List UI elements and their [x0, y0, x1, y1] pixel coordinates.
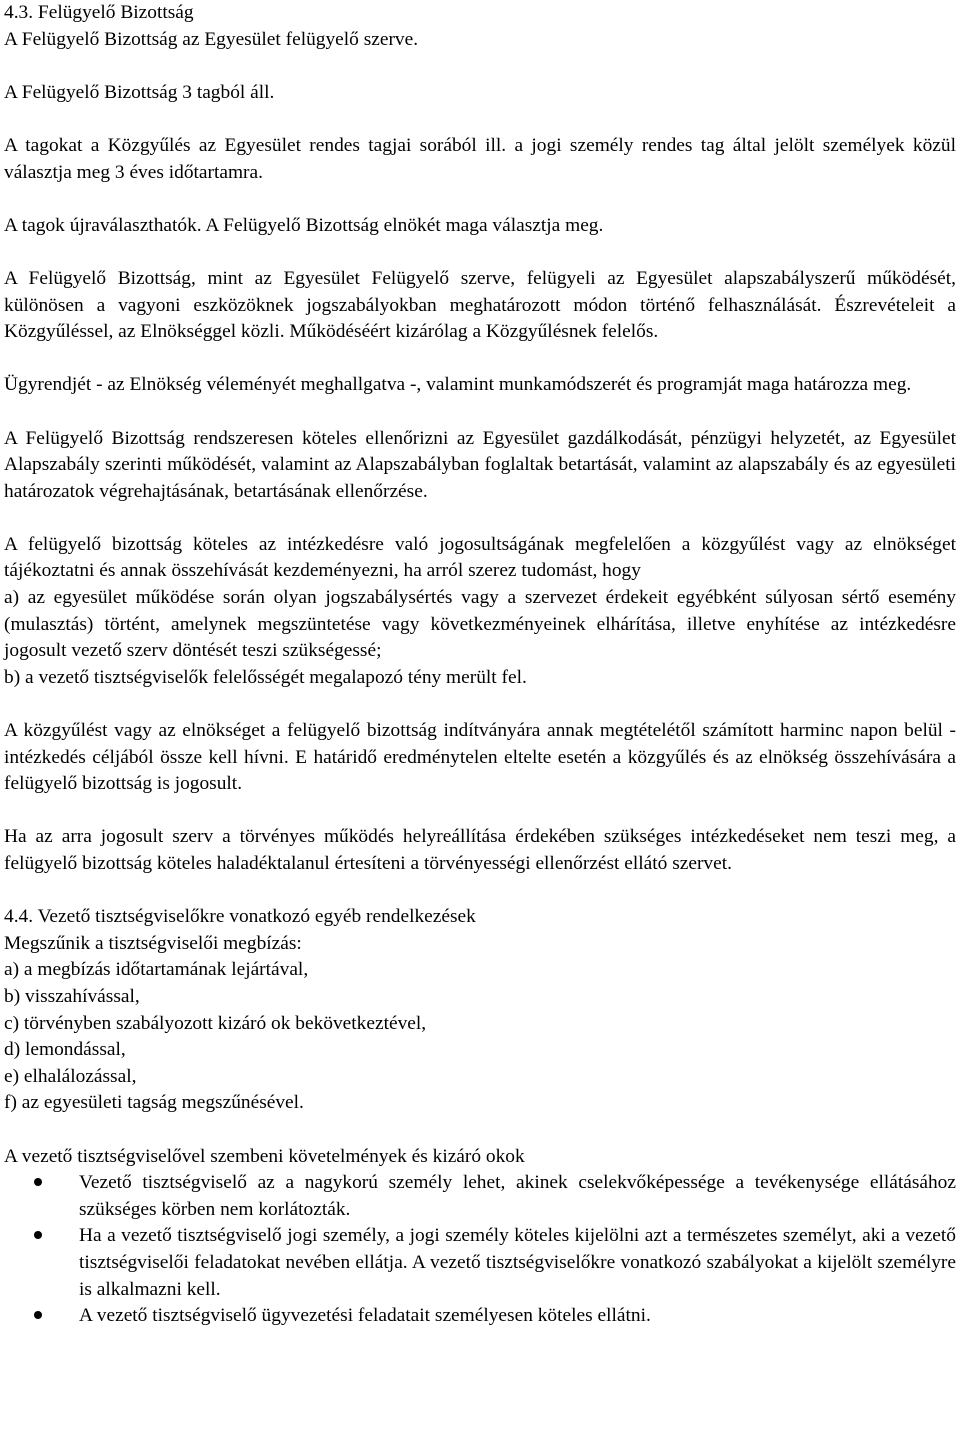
bullet-item — [4, 1303, 956, 1330]
spacer — [4, 106, 956, 133]
spacer — [4, 346, 956, 373]
paragraph: Ügyrendjét - az Elnökség véleményét meghallgatva -, valamint munkamódszerét és programját maga határozza meg. — [4, 374, 912, 396]
spacer — [4, 53, 956, 80]
list-item: a) a megbízás időtartamának lejártával, — [4, 959, 309, 981]
section-heading: 4.3. Felügyelő Bizottság — [4, 2, 194, 23]
paragraph: A Felügyelő Bizottság rendszeresen köteles ellenőrizni az Egyesület gazdálkodását, pénzügyi helyzetét, az Egyesület Alapszabály szerinti működését, valamint az Alapszabályban foglaltak betartását, valamint az alapszabály és az egyesületi határozatok végrehajtásának, betartásának ellenőrzése. — [4, 427, 956, 502]
paragraph: a) az egyesület működése során olyan jogszabálysértés vagy a szervezet érdekeit egyébként súlyosan sértő esemény (mulasztás) történt, amelynek megszüntetése vagy következményeinek elhárítása, illetve enyhítése az intézkedésre jogosult vezető szerv döntését teszi szükségessé; — [4, 587, 956, 662]
spacer — [4, 878, 956, 905]
bullet-item — [4, 1223, 956, 1303]
spacer — [4, 505, 956, 532]
paragraph: b) a vezető tisztségviselők felelősségét megalapozó tény merült fel. — [4, 666, 527, 688]
list-item: e) elhalálozással, — [4, 1065, 137, 1087]
paragraph: A Felügyelő Bizottság az Egyesület felügyelő szerve. — [4, 28, 419, 50]
subheading: A vezető tisztségviselővel szembeni követelmények és kizáró okok — [4, 1145, 525, 1167]
subheading: Megszűnik a tisztségviselői megbízás: — [4, 932, 302, 954]
bullet-item — [4, 1170, 956, 1223]
spacer — [4, 1117, 956, 1144]
bullet-text: Vezető tisztségviselő az a nagykorú személy lehet, akinek cselekvőképessége a tevékenysége ellátásához szükséges körben nem korlátozták. — [79, 1172, 956, 1220]
bullet-icon — [34, 1223, 44, 1250]
list-item: f) az egyesületi tagság megszűnésével. — [4, 1092, 304, 1114]
list-item: c) törvényben szabályozott kizáró ok bekövetkeztével, — [4, 1012, 427, 1034]
spacer — [4, 691, 956, 718]
requirements-list — [4, 1170, 956, 1330]
section-heading: 4.4. Vezető tisztségviselőkre vonatkozó egyéb rendelkezések — [4, 906, 476, 928]
list-item: b) visszahívással, — [4, 985, 140, 1007]
bullet-icon — [34, 1170, 44, 1197]
section-4-4 — [4, 904, 956, 1330]
bullet-text: A vezető tisztségviselő ügyvezetési feladatait személyesen köteles ellátni. — [79, 1305, 651, 1327]
section-4-3 — [4, 0, 956, 904]
paragraph: A Felügyelő Bizottság, mint az Egyesület Felügyelő szerve, felügyeli az Egyesület alapszabályszerű működését, különösen a vagyoni eszközöknek jogszabályokban meghatározott módon történő felhasználását. Észrevételeit a Közgyűléssel, az Elnökséggel közli. Működéséért kizárólag a Közgyűlésnek felelős. — [4, 267, 956, 343]
paragraph: A Felügyelő Bizottság 3 tagból áll. — [4, 81, 275, 103]
spacer — [4, 399, 956, 426]
spacer — [4, 798, 956, 825]
document-page — [4, 0, 956, 1330]
bullet-icon — [34, 1303, 44, 1330]
paragraph: Ha az arra jogosult szerv a törvényes működés helyreállítása érdekében szükséges intézkedéseket nem teszi meg, a felügyelő bizottság köteles haladéktalanul értesíteni a törvényességi ellenőrzést ellátó szervet. — [4, 826, 956, 874]
bullet-text: Ha a vezető tisztségviselő jogi személy, a jogi személy köteles kijelölni azt a természetes személyt, aki a vezető tisztségviselői feladatokat nevében ellátja. A vezető tisztségviselőkre vonatkozó szabályokat a kijelölt személyre is alkalmazni kell. — [79, 1225, 956, 1300]
paragraph: A felügyelő bizottság köteles az intézkedésre való jogosultságának megfelelően a közgyűlést vagy az elnökséget tájékoztatni és annak összehívását kezdeményezni, ha arról szerez tudomást, hogy — [4, 533, 956, 582]
spacer — [4, 186, 956, 213]
paragraph: A közgyűlést vagy az elnökséget a felügyelő bizottság indítványára annak megtételétől számított harminc napon belül - intézkedés céljából össze kell hívni. E határidő eredménytelen eltelte esetén a közgyűlés és az elnökség összehívására a felügyelő bizottság is jogosult. — [4, 720, 956, 795]
termination-list — [4, 957, 956, 1117]
paragraph: A tagok újraválaszthatók. A Felügyelő Bizottság elnökét maga választja meg. — [4, 214, 604, 236]
list-item: d) lemondással, — [4, 1039, 126, 1061]
paragraph: A tagokat a Közgyűlés az Egyesület rendes tagjai sorából ill. a jogi személy rendes tag által jelölt személyek közül választja meg 3 éves időtartamra. — [4, 134, 956, 183]
spacer — [4, 239, 956, 266]
